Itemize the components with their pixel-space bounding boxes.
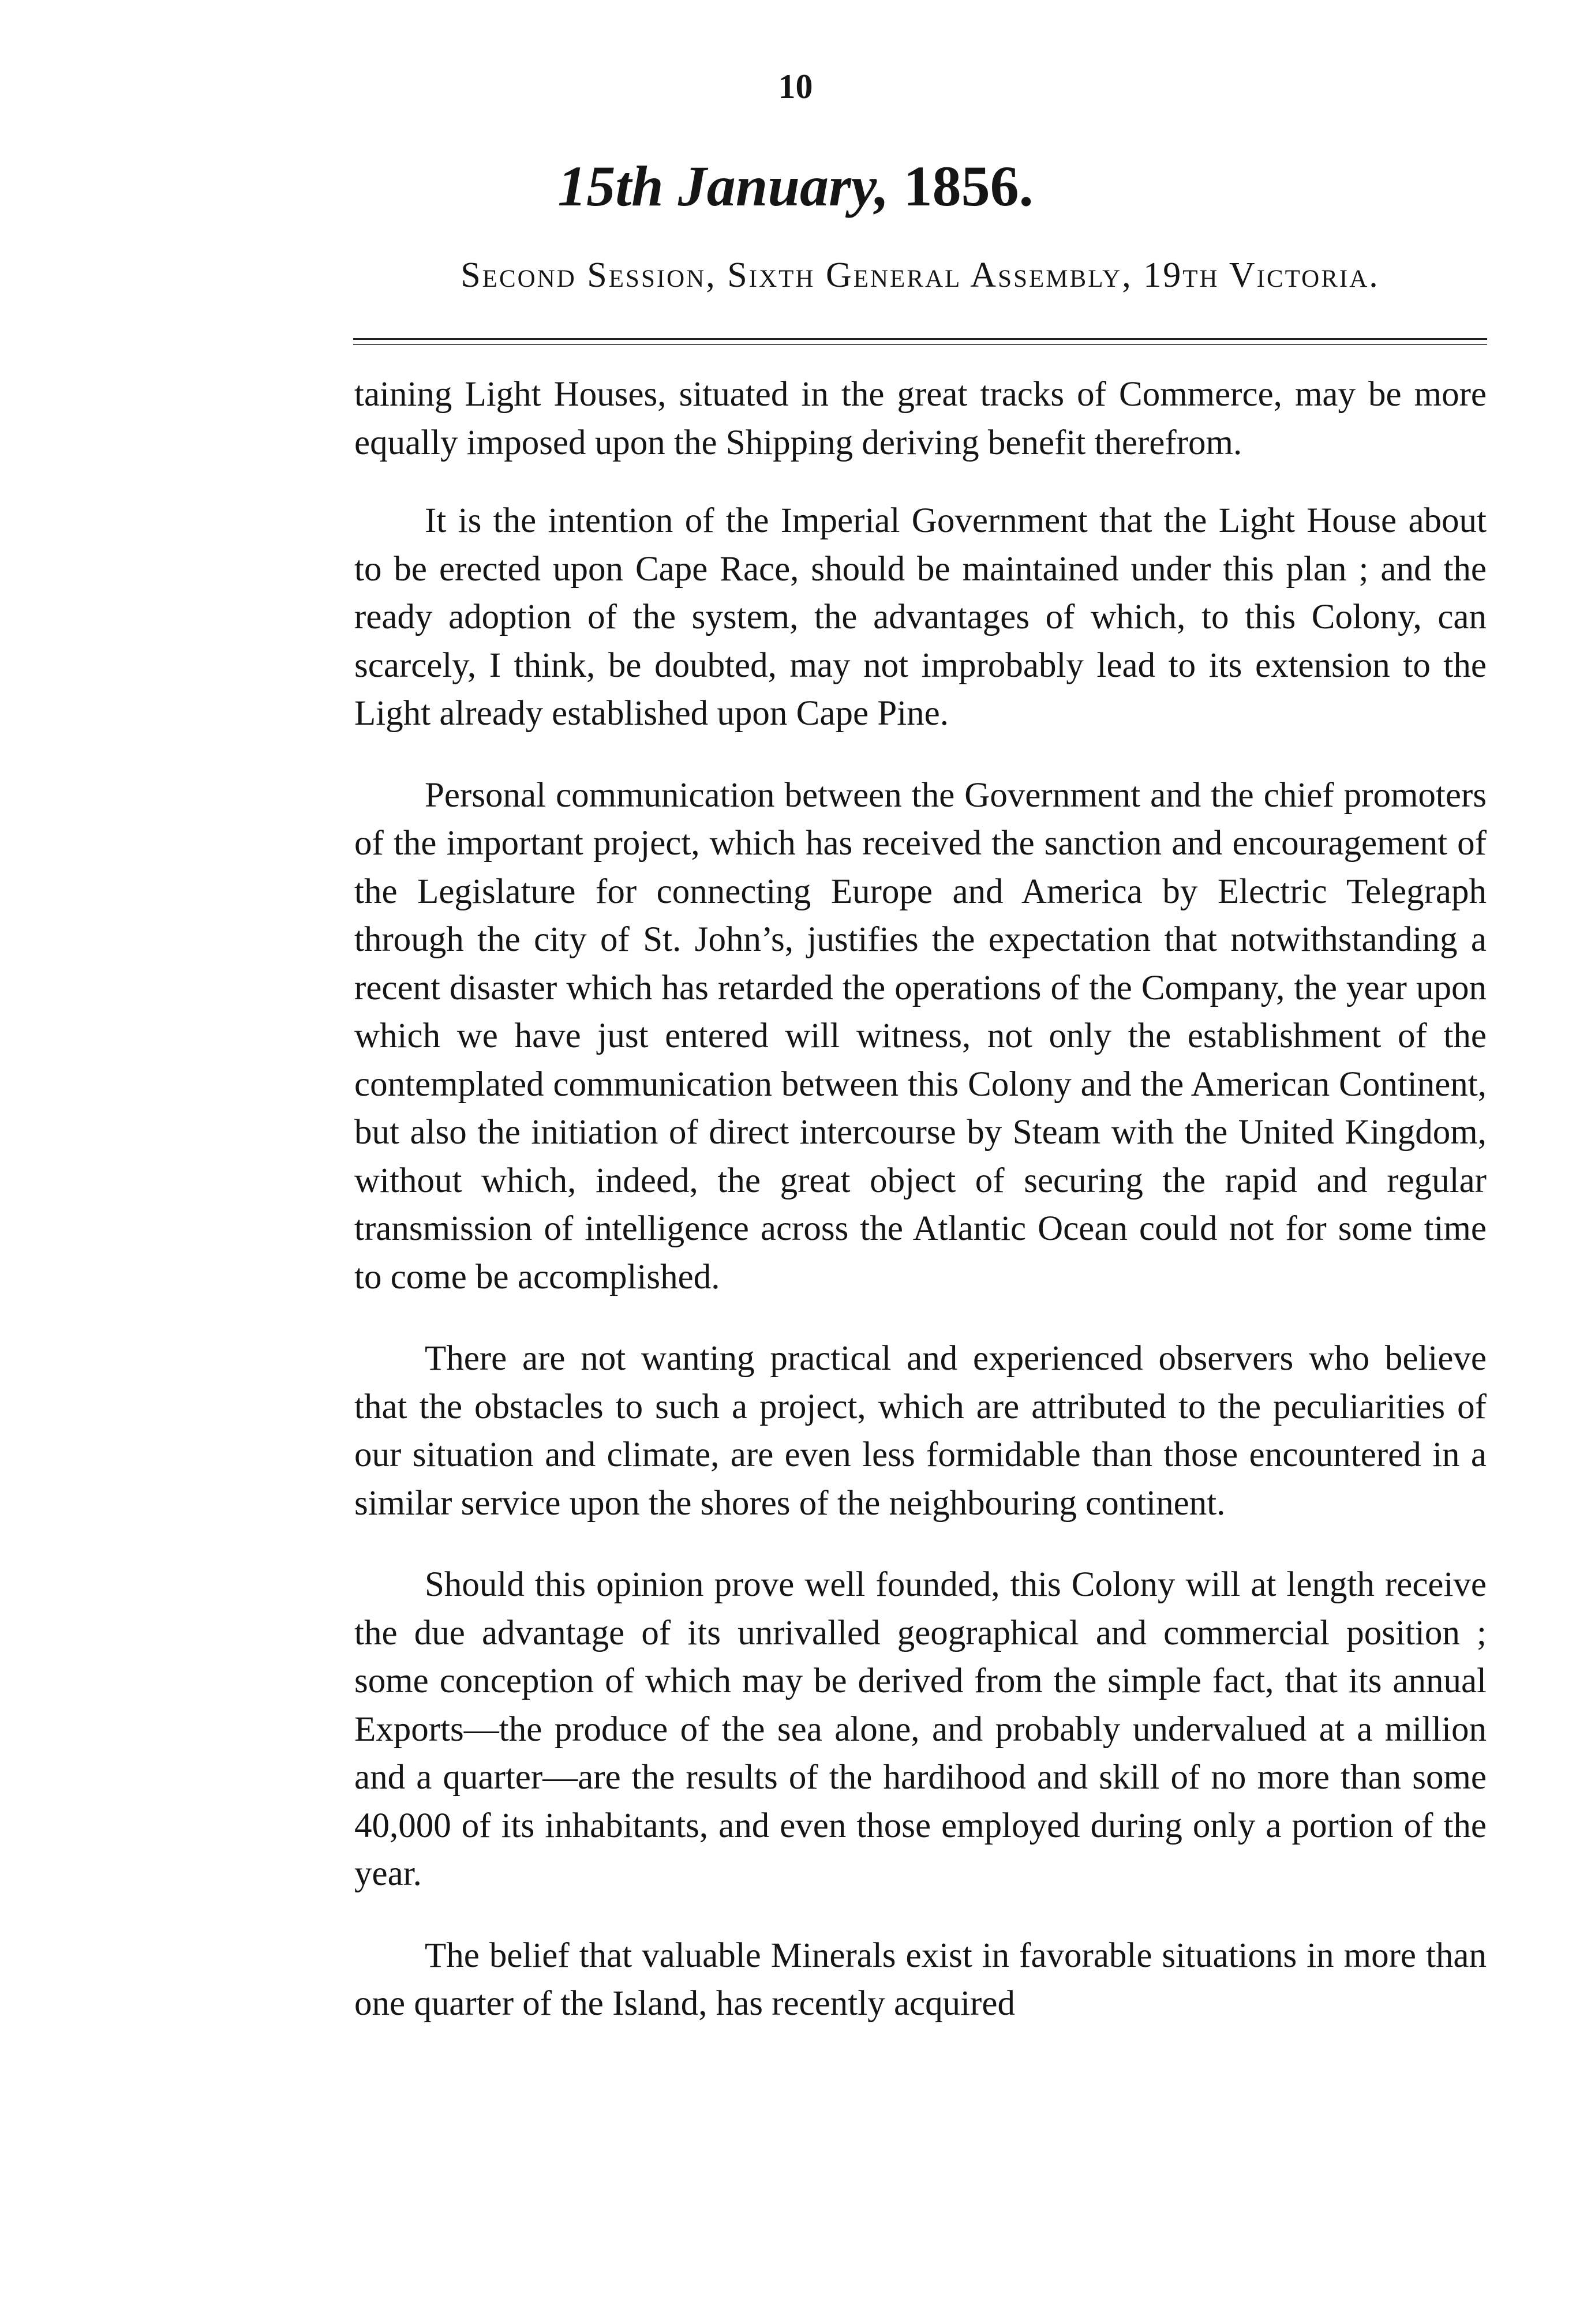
date-heading: [0, 155, 1591, 218]
paragraph-observers: There are not wanting practical and experienced observers who believe that the obstacles to such a project, which are attributed to the peculiarities of our situation and climate, are even less formidable than those encountered in a similar service upon the shores of the neighbouring continent.: [354, 1339, 1487, 1523]
paragraph-minerals: The belief that valuable Minerals exist in favorable situations in more than one quarter of the Island, has recently acquired: [354, 1936, 1487, 2023]
heading-divider-secondary: [353, 344, 1487, 345]
session-heading: Second Session, Sixth General Assembly, 19th Victoria.: [461, 256, 1380, 295]
paragraph-continuation: taining Light Houses, situated in the great tracks of Commerce, may be more equally imposed upon the Shipping deriving benefit therefrom.: [354, 375, 1487, 462]
body-text: [354, 370, 1487, 2061]
heading-divider: [353, 338, 1487, 340]
date-day: 15th: [557, 154, 664, 218]
page-number: 10: [778, 68, 813, 106]
paragraph-exports: Should this opinion prove well founded, this Colony will at length receive the due advantage of its unrivalled geographical and commercial position ; some conception of which may be derived from the simple fact, that its annual Exports—the produce of the sea alone, and probably undervalued at a million and a quarter—are the results of the hardihood and skill of no more than some 40,000 of its inhabitants, and even those employed during only a portion of the year.: [354, 1565, 1487, 1893]
date-year: 1856.: [903, 154, 1034, 218]
paragraph-telegraph: Personal communication between the Government and the chief promoters of the important project, which has received the sanction and encouragement of the Legislature for connecting Europe and America by Electric Telegraph through the city of St. John’s, justifies the expectation that notwithstanding a recent disaster which has retarded the operations of the Company, the year upon which we have just entered will witness, not only the establishment of the contemplated communication between this Colony and the American Continent, but also the initiation of direct intercourse by Steam with the United Kingdom, without which, indeed, the great object of securing the rapid and regular transmission of intelligence across the Atlantic Ocean could not for some time to come be accomplished.: [354, 775, 1487, 1296]
date-month: January,: [677, 154, 889, 218]
paragraph-cape-race: It is the intention of the Imperial Government that the Light House about to be erected upon Cape Race, should be maintained under this plan ; and the ready adoption of the system, the advantages of which, to this Colony, can scarcely, I think, be doubted, may not improbably lead to its extension to the Light already established upon Cape Pine.: [354, 501, 1487, 733]
